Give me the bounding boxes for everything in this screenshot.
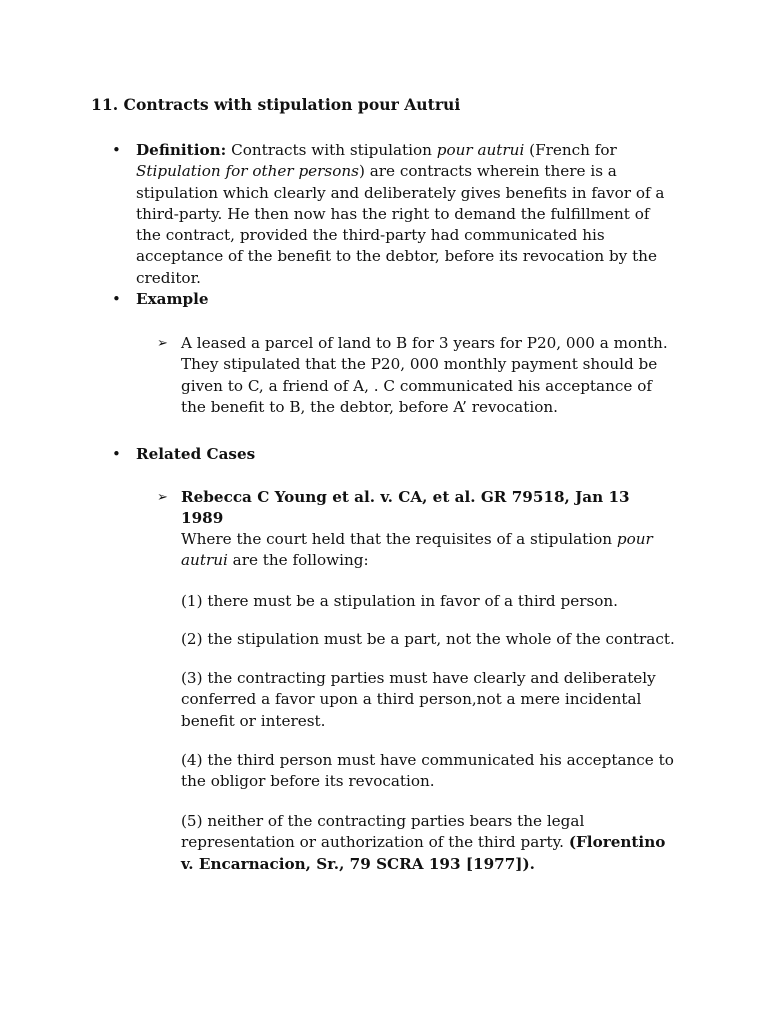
requisite-3: (3) the contracting parties must have clearly and deliberately conferred a favor upon a third person,not a mere incidental benefit or interest. [181, 669, 656, 730]
case-item [157, 487, 677, 530]
requisite-5 [181, 811, 676, 875]
arrow-bullet-icon: ➢ [157, 336, 168, 351]
definition-text-part: (French for [524, 141, 617, 159]
case-intro [181, 529, 676, 572]
related-cases-label: Related Cases [136, 445, 256, 463]
bullet-icon: • [112, 141, 121, 159]
example-text: A leased a parcel of land to B for 3 years for P20, 000 a month. They stipulated that the P20, 000 monthly payment should be given to C, a friend of A, . C communicated his acceptance of the benefit to B, the debtor, before A’ revocation. [181, 334, 668, 416]
bullet-icon: • [112, 445, 121, 463]
case-intro-part: are the following: [227, 551, 369, 570]
example-label-wrap [136, 289, 676, 310]
example-label: Example [136, 290, 209, 308]
definition-label: Definition: [136, 141, 227, 159]
definition-italic-translation: Stipulation for other persons [136, 162, 359, 181]
related-label-wrap [136, 444, 676, 465]
definition-italic-term: pour autrui [436, 141, 525, 159]
example-item [157, 333, 677, 418]
definition-text [136, 140, 676, 289]
case-title-wrap [181, 487, 671, 530]
case-citation: (Florentino v. Encarnacion, Sr., 79 SCRA 193 [1977]). [181, 833, 666, 873]
related-cases-bullet [112, 444, 672, 465]
definition-bullet [112, 140, 672, 289]
case-title: Rebecca C Young et al. v. CA, et al. GR 79518, Jan 13 1989 [181, 488, 630, 528]
requisite-5-text: (5) neither of the contracting parties bears the legal representation or authorization of the third party. [181, 812, 585, 852]
example-bullet [112, 289, 672, 310]
section-heading: 11. Contracts with stipulation pour Autrui [91, 95, 461, 114]
arrow-bullet-icon: ➢ [157, 490, 168, 505]
definition-text-part: ) are contracts wherein there is a stipulation which clearly and deliberately gives benefits in favor of a third-party. He then now has the right to demand the fulfillment of the contract, provided the third-party had communicated his acceptance of the benefit to the debtor, before its revocation by the creditor. [136, 162, 665, 287]
case-intro-italic: pour autrui [181, 530, 653, 570]
requisite-1: (1) there must be a stipulation in favor of a third person. [181, 592, 618, 610]
requisite-2: (2) the stipulation must be a part, not the whole of the contract. [181, 630, 675, 648]
requisite-4: (4) the third person must have communicated his acceptance to the obligor before its revocation. [181, 751, 674, 791]
bullet-icon: • [112, 290, 121, 308]
definition-text-part: Contracts with stipulation [226, 141, 437, 159]
case-intro-part: Where the court held that the requisites of a stipulation [181, 530, 617, 548]
